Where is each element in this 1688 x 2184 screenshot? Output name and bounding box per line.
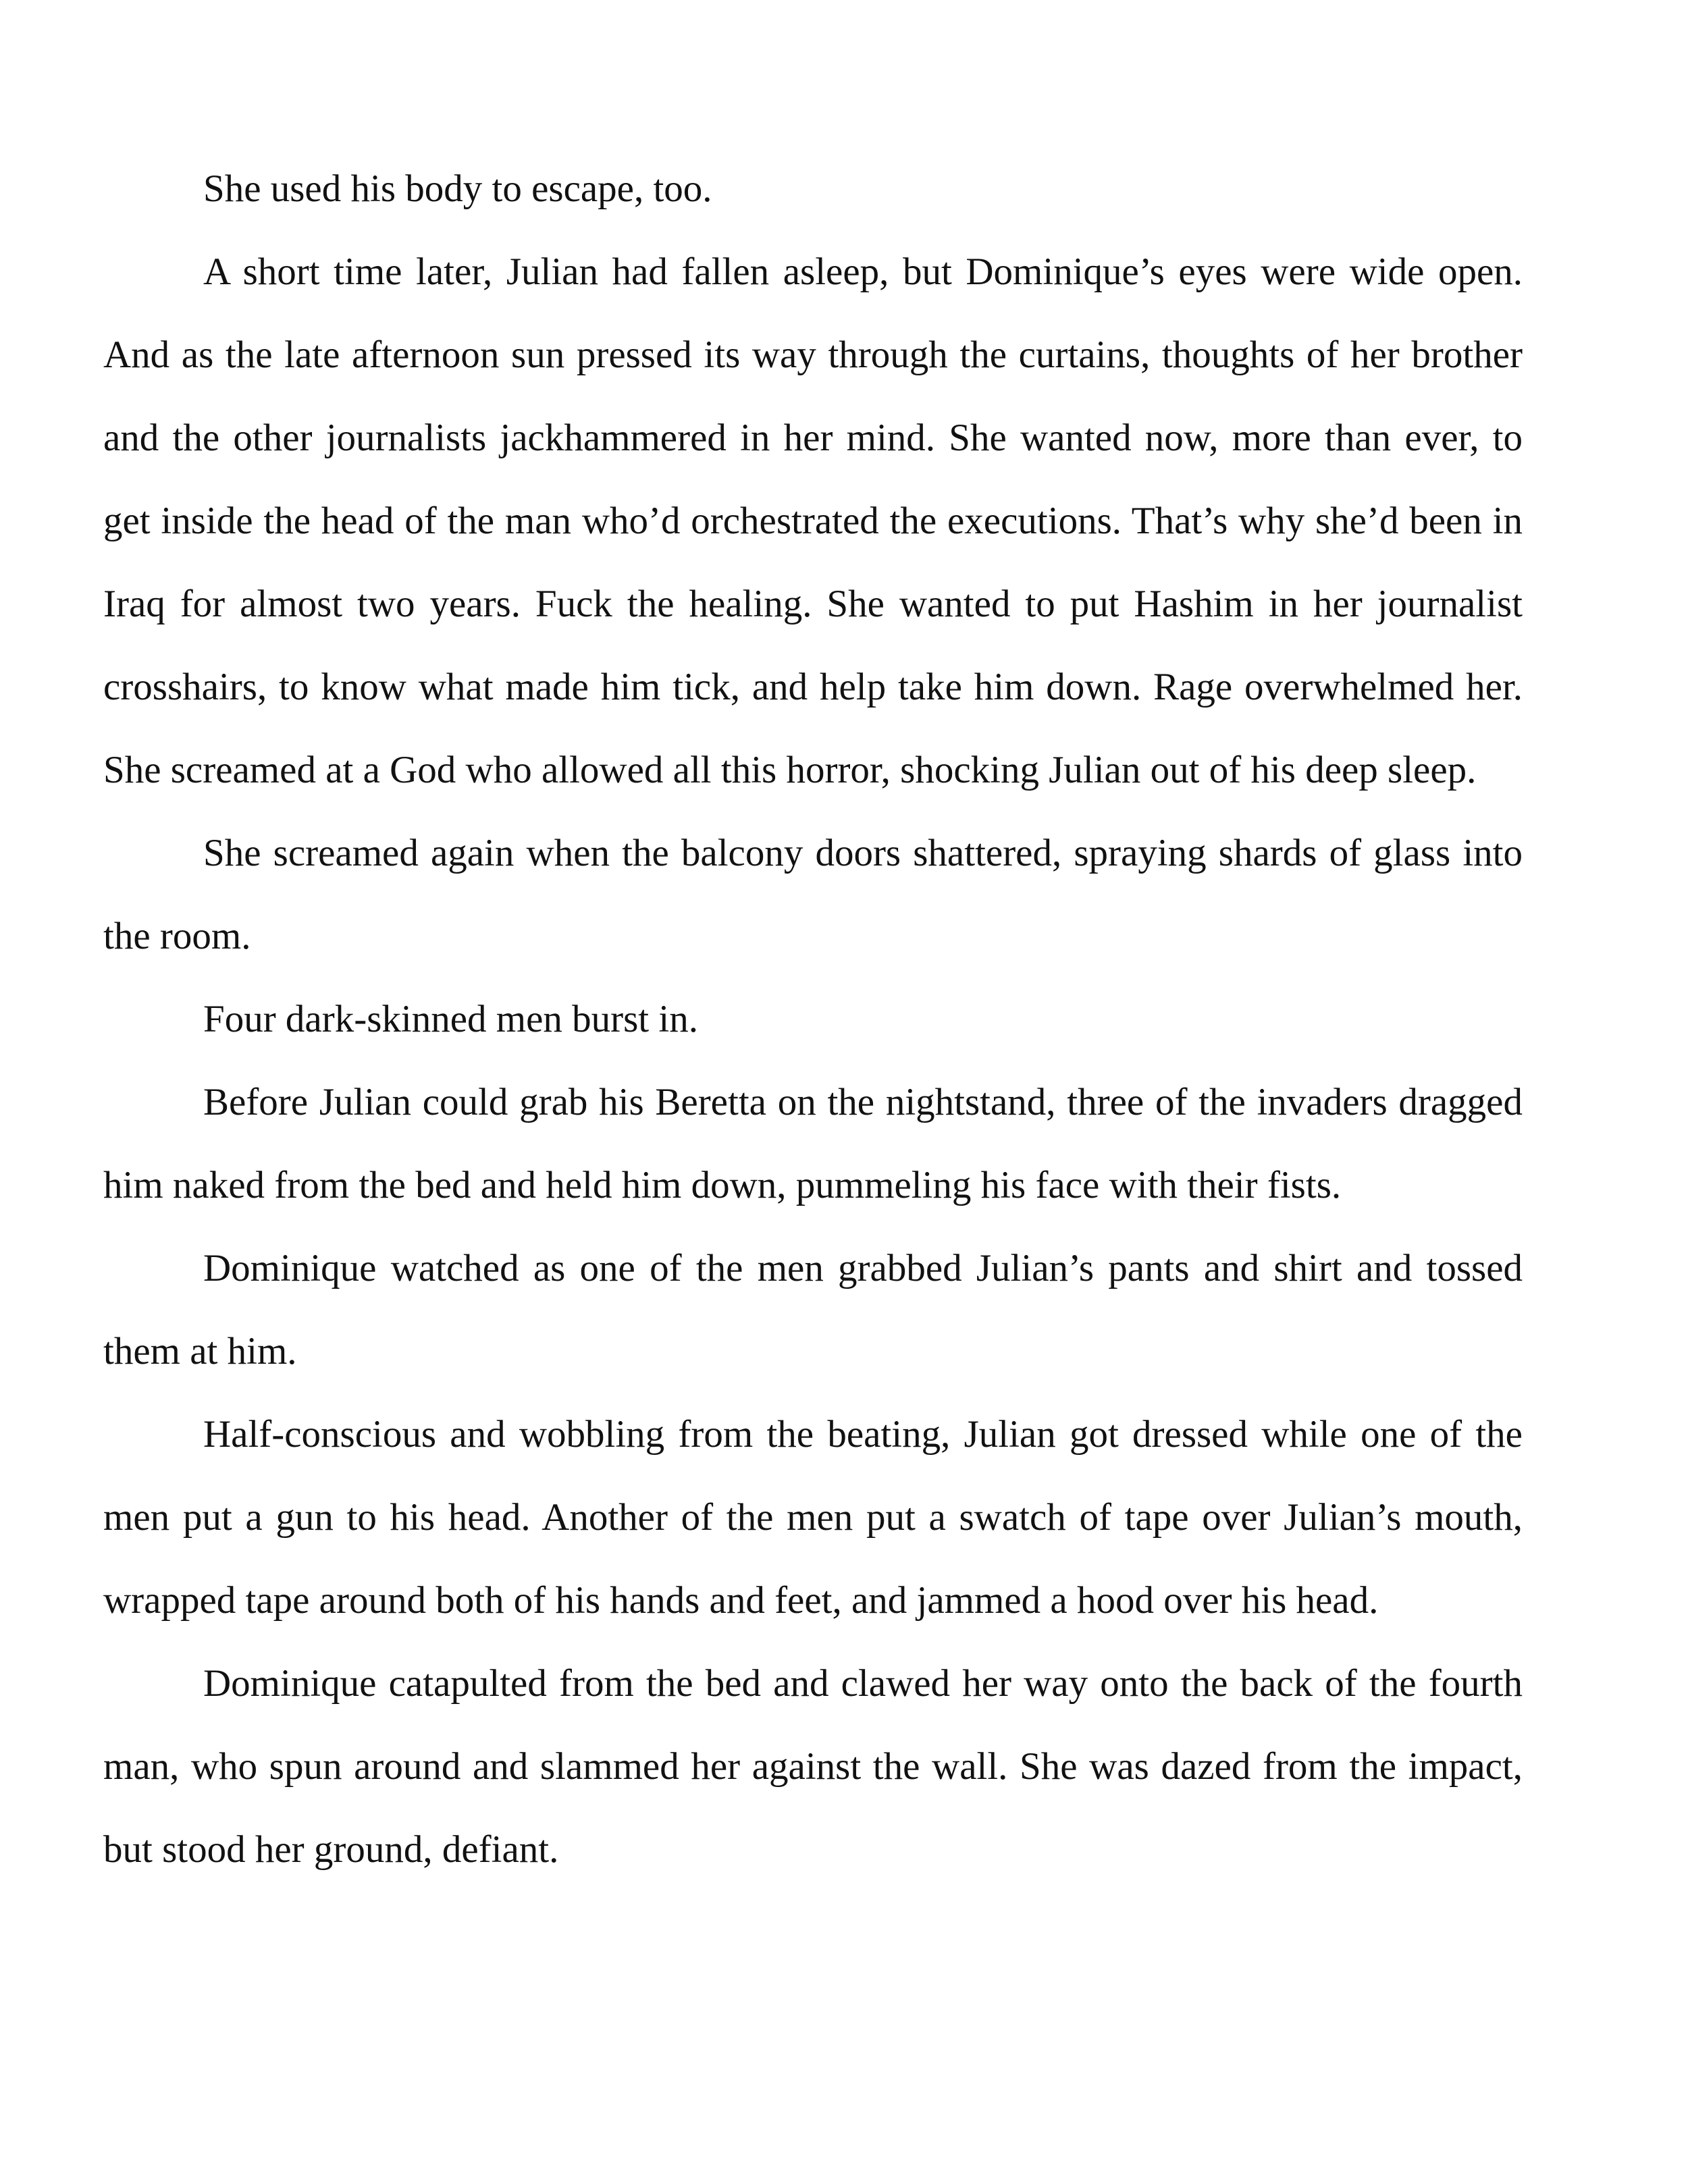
paragraph-3: She screamed again when the balcony doors shattered, spraying shards of glass into the room. [103,832,1523,957]
body-text [103,147,1523,1891]
paragraph-8: Dominique catapulted from the bed and clawed her way onto the back of the fourth man, who spun around and slammed her against the wall. She was dazed from the impact, but stood her ground, defiant. [103,1662,1523,1871]
paragraph-4: Four dark-skinned men burst in. [203,998,698,1040]
paragraph-7: Half-conscious and wobbling from the beating, Julian got dressed while one of the men put a gun to his head. Another of the men put a swatch of tape over Julian’s mouth, wrapped tape around both of his hands and feet, and jammed a hood over his head. [103,1413,1523,1622]
paragraph-6: Dominique watched as one of the men grabbed Julian’s pants and shirt and tossed them at him. [103,1247,1523,1373]
paragraph-2: A short time later, Julian had fallen asleep, but Dominique’s eyes were wide open. And as the late afternoon sun pressed its way through the curtains, thoughts of her brother and the other journalists jackhammered in her mind. She wanted now, more than ever, to get inside the head of the man who’d orchestrated the executions. That’s why she’d been in Iraq for almost two years. Fuck the healing. She wanted to put Hashim in her journalist crosshairs, to know what made him tick, and help take him down. Rage overwhelmed her. She screamed at a God who allowed all this horror, shocking Julian out of his deep sleep. [103,250,1523,791]
paragraph-1: She used his body to escape, too. [203,167,712,210]
paragraph-5: Before Julian could grab his Beretta on the nightstand, three of the invaders dragged him naked from the bed and held him down, pummeling his face with their fists. [103,1081,1523,1206]
